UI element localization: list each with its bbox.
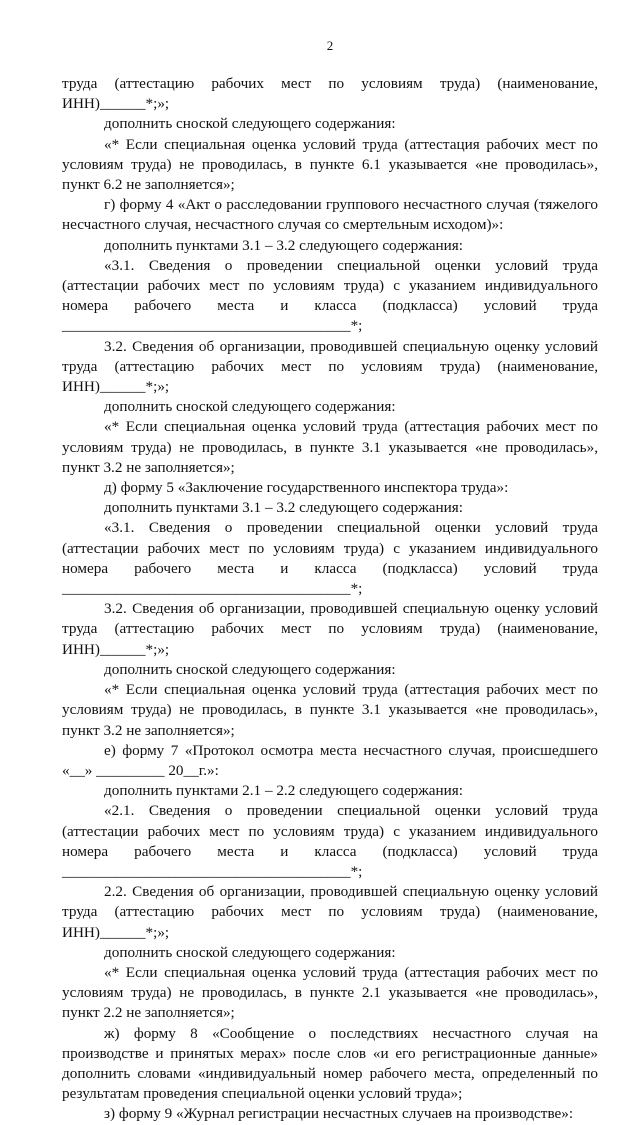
paragraph: 3.2. Сведения об организации, проводившей специальную оценку условий труда (аттестацию рабочих мест по условиям труда) (наименование, ИНН)______*;»; xyxy=(62,337,598,396)
document-body xyxy=(62,74,598,1125)
paragraph: «* Если специальная оценка условий труда (аттестация рабочих мест по условиям труда) не проводилась, в пункте 3.1 указывается «не проводилась», пункт 3.2 не заполняется»; xyxy=(62,681,598,739)
paragraph: «* Если специальная оценка условий труда (аттестация рабочих мест по условиям труда) не проводилась, в пункте 3.1 указывается «не проводилась», пункт 3.2 не заполняется»; xyxy=(62,418,598,476)
paragraph: «3.1. Сведения о проведении специальной оценки условий труда (аттестации рабочих мест по условиям труда) с указанием индивидуального номера рабочего места и класса (подкласса) условий труда ______________________________________*; xyxy=(62,256,598,335)
paragraph: 2.2. Сведения об организации, проводившей специальную оценку условий труда (аттестацию рабочих мест по условиям труда) (наименование, ИНН)______*;»; xyxy=(62,883,598,941)
paragraph: дополнить пунктами 2.1 – 2.2 следующего содержания: xyxy=(104,782,463,800)
paragraph: дополнить пунктами 3.1 – 3.2 следующего содержания: xyxy=(104,236,463,254)
paragraph: «3.1. Сведения о проведении специальной оценки условий труда (аттестации рабочих мест по условиям труда) с указанием индивидуального номера рабочего места и класса (подкласса) условий труда ______________________________________*; xyxy=(62,519,598,598)
paragraph: труда (аттестацию рабочих мест по условиям труда) (наименование, ИНН)______*;»; xyxy=(62,75,598,113)
paragraph: «2.1. Сведения о проведении специальной оценки условий труда (аттестации рабочих мест по условиям труда) с указанием индивидуального номера рабочего места и класса (подкласса) условий труда ______________________________________*; xyxy=(62,802,598,880)
paragraph: з) форму 9 «Журнал регистрации несчастных случаев на производстве»: xyxy=(104,1105,574,1123)
paragraph: «* Если специальная оценка условий труда (аттестация рабочих мест по условиям труда) не проводилась, в пункте 6.1 указывается «не проводилась», пункт 6.2 не заполняется»; xyxy=(62,135,598,194)
paragraph: дополнить сноской следующего содержания: xyxy=(104,115,396,133)
paragraph: «* Если специальная оценка условий труда (аттестация рабочих мест по условиям труда) не проводилась, в пункте 2.1 указывается «не проводилась», пункт 2.2 не заполняется»; xyxy=(62,963,598,1022)
paragraph: дополнить сноской следующего содержания: xyxy=(104,660,396,678)
paragraph: д) форму 5 «Заключение государственного инспектора труда»: xyxy=(104,479,509,497)
paragraph: дополнить сноской следующего содержания: xyxy=(104,398,396,416)
paragraph: дополнить сноской следующего содержания: xyxy=(104,943,396,961)
page-number: 2 xyxy=(326,38,334,53)
paragraph: е) форму 7 «Протокол осмотра места несчастного случая, происшедшего «__» _________ 20__г.»: xyxy=(62,741,598,779)
paragraph: 3.2. Сведения об организации, проводившей специальную оценку условий труда (аттестацию рабочих мест по условиям труда) (наименование, ИНН)______*;»; xyxy=(62,600,598,658)
paragraph: дополнить пунктами 3.1 – 3.2 следующего содержания: xyxy=(104,499,463,517)
paragraph: г) форму 4 «Акт о расследовании группового несчастного случая (тяжелого несчастного случая, несчастного случая со смертельным исходом)»: xyxy=(62,196,598,234)
paragraph: ж) форму 8 «Сообщение о последствиях несчастного случая на производстве и принятых мерах» после слов «и его регистрационные данные» дополнить словами «индивидуальный номер рабочего места, определенный по результатам проведения специальной оценки условий труда»; xyxy=(62,1024,598,1103)
